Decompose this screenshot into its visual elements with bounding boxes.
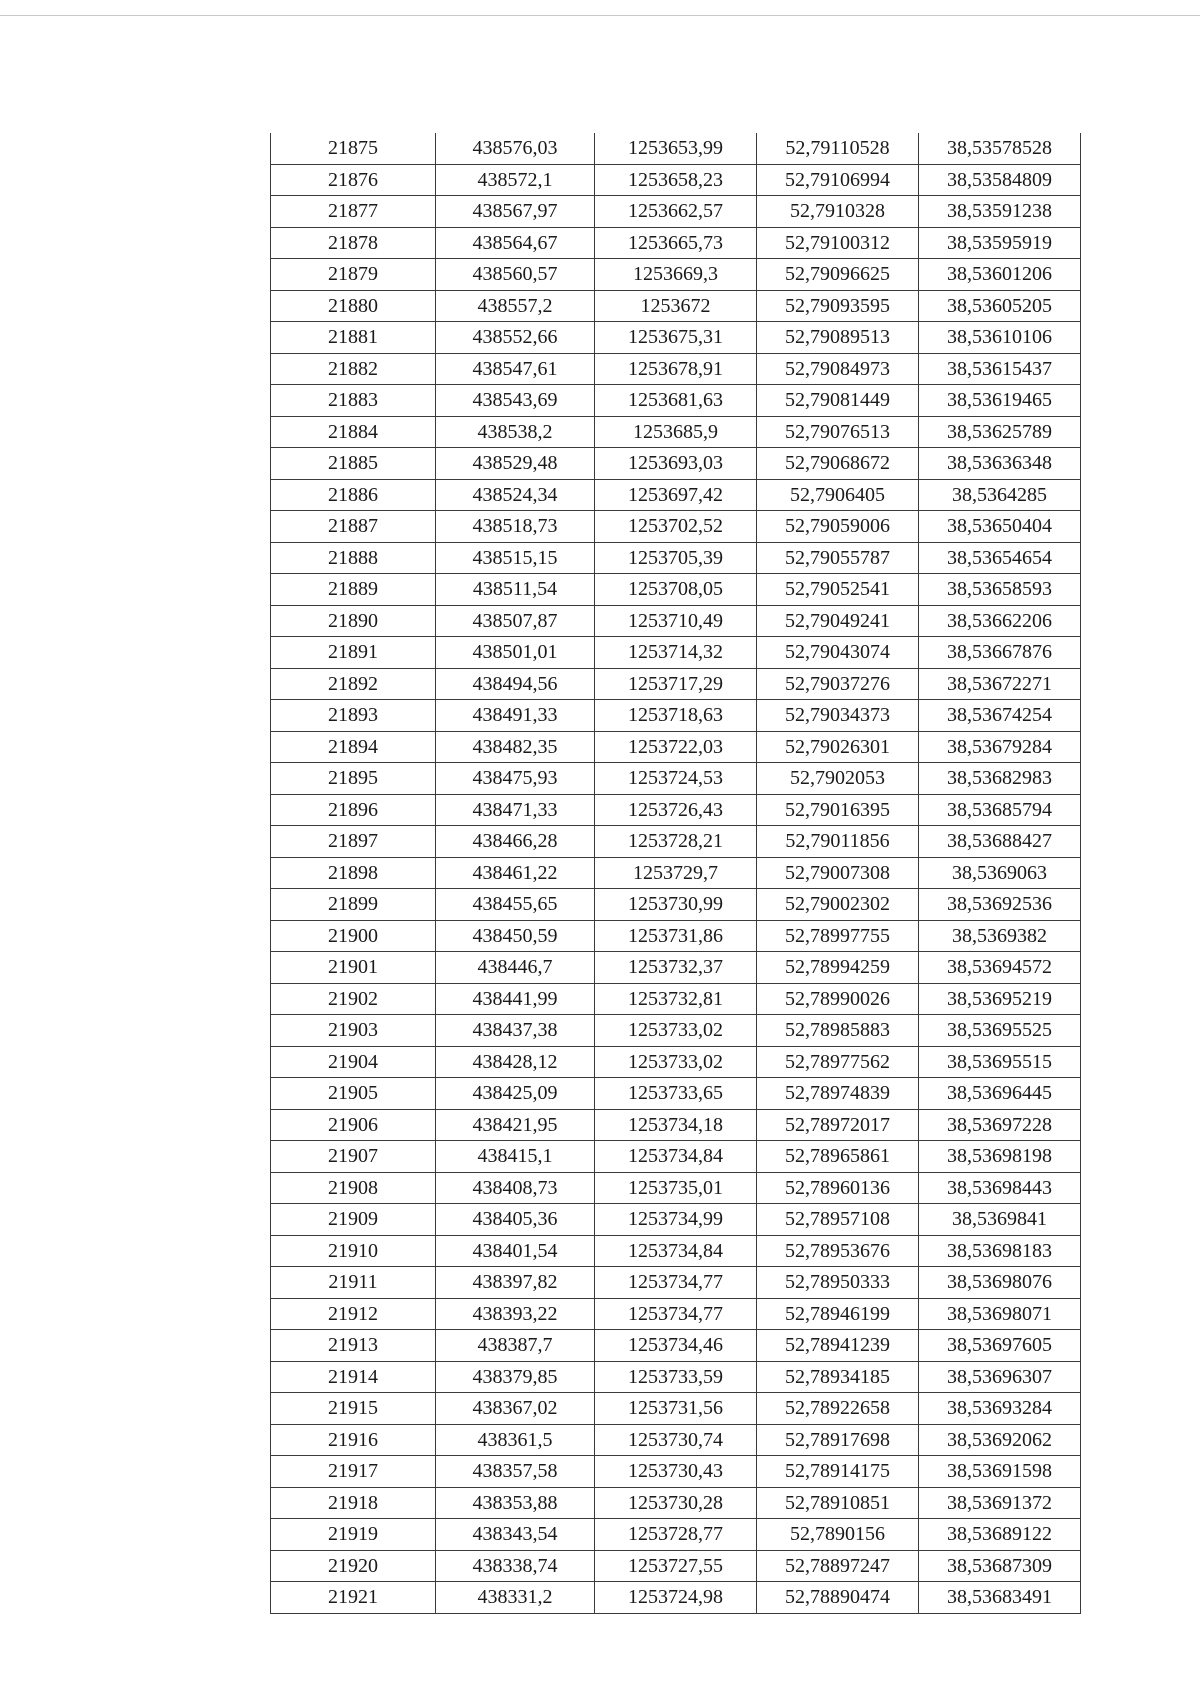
y-coordinate-cell: 1253728,77 xyxy=(595,1519,757,1551)
x-coordinate-cell: 438361,5 xyxy=(436,1424,595,1456)
table-row xyxy=(271,322,1081,354)
point-number-cell: 21886 xyxy=(271,479,436,511)
latitude-cell: 52,78922658 xyxy=(757,1393,919,1425)
x-coordinate-cell: 438367,02 xyxy=(436,1393,595,1425)
x-coordinate-cell: 438557,2 xyxy=(436,290,595,322)
table-row xyxy=(271,1361,1081,1393)
y-coordinate-cell: 1253724,98 xyxy=(595,1582,757,1614)
table-row xyxy=(271,1109,1081,1141)
point-number-cell: 21897 xyxy=(271,826,436,858)
latitude-cell: 52,79089513 xyxy=(757,322,919,354)
x-coordinate-cell: 438455,65 xyxy=(436,889,595,921)
table-row xyxy=(271,385,1081,417)
y-coordinate-cell: 1253734,84 xyxy=(595,1141,757,1173)
x-coordinate-cell: 438543,69 xyxy=(436,385,595,417)
table-row xyxy=(271,196,1081,228)
latitude-cell: 52,79084973 xyxy=(757,353,919,385)
y-coordinate-cell: 1253722,03 xyxy=(595,731,757,763)
latitude-cell: 52,78946199 xyxy=(757,1298,919,1330)
x-coordinate-cell: 438482,35 xyxy=(436,731,595,763)
longitude-cell: 38,53636348 xyxy=(919,448,1081,480)
x-coordinate-cell: 438401,54 xyxy=(436,1235,595,1267)
y-coordinate-cell: 1253731,86 xyxy=(595,920,757,952)
table-row xyxy=(271,889,1081,921)
table-row xyxy=(271,542,1081,574)
longitude-cell: 38,53584809 xyxy=(919,164,1081,196)
longitude-cell: 38,53672271 xyxy=(919,668,1081,700)
y-coordinate-cell: 1253681,63 xyxy=(595,385,757,417)
y-coordinate-cell: 1253678,91 xyxy=(595,353,757,385)
point-number-cell: 21895 xyxy=(271,763,436,795)
latitude-cell: 52,78985883 xyxy=(757,1015,919,1047)
latitude-cell: 52,78941239 xyxy=(757,1330,919,1362)
point-number-cell: 21913 xyxy=(271,1330,436,1362)
table-row xyxy=(271,1046,1081,1078)
x-coordinate-cell: 438576,03 xyxy=(436,133,595,164)
y-coordinate-cell: 1253702,52 xyxy=(595,511,757,543)
point-number-cell: 21891 xyxy=(271,637,436,669)
x-coordinate-cell: 438564,67 xyxy=(436,227,595,259)
longitude-cell: 38,53658593 xyxy=(919,574,1081,606)
point-number-cell: 21908 xyxy=(271,1172,436,1204)
latitude-cell: 52,79093595 xyxy=(757,290,919,322)
table-row xyxy=(271,1204,1081,1236)
table-row xyxy=(271,1393,1081,1425)
y-coordinate-cell: 1253658,23 xyxy=(595,164,757,196)
x-coordinate-cell: 438491,33 xyxy=(436,700,595,732)
point-number-cell: 21914 xyxy=(271,1361,436,1393)
y-coordinate-cell: 1253732,37 xyxy=(595,952,757,984)
table-row xyxy=(271,700,1081,732)
latitude-cell: 52,7910328 xyxy=(757,196,919,228)
point-number-cell: 21907 xyxy=(271,1141,436,1173)
latitude-cell: 52,79037276 xyxy=(757,668,919,700)
latitude-cell: 52,78990026 xyxy=(757,983,919,1015)
x-coordinate-cell: 438494,56 xyxy=(436,668,595,700)
longitude-cell: 38,53601206 xyxy=(919,259,1081,291)
point-number-cell: 21881 xyxy=(271,322,436,354)
point-number-cell: 21905 xyxy=(271,1078,436,1110)
x-coordinate-cell: 438518,73 xyxy=(436,511,595,543)
point-number-cell: 21877 xyxy=(271,196,436,228)
x-coordinate-cell: 438379,85 xyxy=(436,1361,595,1393)
latitude-cell: 52,7902053 xyxy=(757,763,919,795)
latitude-cell: 52,78977562 xyxy=(757,1046,919,1078)
table-row xyxy=(271,1519,1081,1551)
point-number-cell: 21916 xyxy=(271,1424,436,1456)
point-number-cell: 21894 xyxy=(271,731,436,763)
latitude-cell: 52,78910851 xyxy=(757,1487,919,1519)
point-number-cell: 21889 xyxy=(271,574,436,606)
table-row xyxy=(271,637,1081,669)
x-coordinate-cell: 438529,48 xyxy=(436,448,595,480)
point-number-cell: 21902 xyxy=(271,983,436,1015)
y-coordinate-cell: 1253731,56 xyxy=(595,1393,757,1425)
y-coordinate-cell: 1253710,49 xyxy=(595,605,757,637)
y-coordinate-cell: 1253697,42 xyxy=(595,479,757,511)
latitude-cell: 52,78972017 xyxy=(757,1109,919,1141)
x-coordinate-cell: 438515,15 xyxy=(436,542,595,574)
longitude-cell: 38,5369382 xyxy=(919,920,1081,952)
longitude-cell: 38,53696445 xyxy=(919,1078,1081,1110)
x-coordinate-cell: 438343,54 xyxy=(436,1519,595,1551)
point-number-cell: 21911 xyxy=(271,1267,436,1299)
y-coordinate-cell: 1253734,77 xyxy=(595,1298,757,1330)
latitude-cell: 52,78994259 xyxy=(757,952,919,984)
y-coordinate-cell: 1253733,65 xyxy=(595,1078,757,1110)
point-number-cell: 21880 xyxy=(271,290,436,322)
x-coordinate-cell: 438437,38 xyxy=(436,1015,595,1047)
longitude-cell: 38,53697228 xyxy=(919,1109,1081,1141)
longitude-cell: 38,53674254 xyxy=(919,700,1081,732)
x-coordinate-cell: 438466,28 xyxy=(436,826,595,858)
y-coordinate-cell: 1253734,46 xyxy=(595,1330,757,1362)
table-row xyxy=(271,1141,1081,1173)
y-coordinate-cell: 1253730,43 xyxy=(595,1456,757,1488)
x-coordinate-cell: 438572,1 xyxy=(436,164,595,196)
table-row xyxy=(271,1078,1081,1110)
point-number-cell: 21909 xyxy=(271,1204,436,1236)
y-coordinate-cell: 1253718,63 xyxy=(595,700,757,732)
y-coordinate-cell: 1253672 xyxy=(595,290,757,322)
y-coordinate-cell: 1253675,31 xyxy=(595,322,757,354)
latitude-cell: 52,78890474 xyxy=(757,1582,919,1614)
table-row xyxy=(271,1456,1081,1488)
y-coordinate-cell: 1253734,99 xyxy=(595,1204,757,1236)
point-number-cell: 21906 xyxy=(271,1109,436,1141)
point-number-cell: 21899 xyxy=(271,889,436,921)
y-coordinate-cell: 1253728,21 xyxy=(595,826,757,858)
coordinates-table xyxy=(270,133,1081,1614)
table-row xyxy=(271,353,1081,385)
y-coordinate-cell: 1253730,74 xyxy=(595,1424,757,1456)
table-row xyxy=(271,1487,1081,1519)
point-number-cell: 21888 xyxy=(271,542,436,574)
latitude-cell: 52,79026301 xyxy=(757,731,919,763)
latitude-cell: 52,79049241 xyxy=(757,605,919,637)
latitude-cell: 52,79110528 xyxy=(757,133,919,164)
y-coordinate-cell: 1253734,84 xyxy=(595,1235,757,1267)
latitude-cell: 52,79007308 xyxy=(757,857,919,889)
longitude-cell: 38,53691372 xyxy=(919,1487,1081,1519)
y-coordinate-cell: 1253717,29 xyxy=(595,668,757,700)
table-row xyxy=(271,448,1081,480)
latitude-cell: 52,7890156 xyxy=(757,1519,919,1551)
table-row xyxy=(271,1582,1081,1614)
table-row xyxy=(271,1172,1081,1204)
point-number-cell: 21878 xyxy=(271,227,436,259)
longitude-cell: 38,53591238 xyxy=(919,196,1081,228)
point-number-cell: 21912 xyxy=(271,1298,436,1330)
longitude-cell: 38,53691598 xyxy=(919,1456,1081,1488)
table-row xyxy=(271,1298,1081,1330)
point-number-cell: 21920 xyxy=(271,1550,436,1582)
table-row xyxy=(271,794,1081,826)
longitude-cell: 38,53662206 xyxy=(919,605,1081,637)
y-coordinate-cell: 1253665,73 xyxy=(595,227,757,259)
x-coordinate-cell: 438560,57 xyxy=(436,259,595,291)
point-number-cell: 21893 xyxy=(271,700,436,732)
x-coordinate-cell: 438338,74 xyxy=(436,1550,595,1582)
point-number-cell: 21876 xyxy=(271,164,436,196)
latitude-cell: 52,78957108 xyxy=(757,1204,919,1236)
longitude-cell: 38,53605205 xyxy=(919,290,1081,322)
y-coordinate-cell: 1253734,18 xyxy=(595,1109,757,1141)
table-row xyxy=(271,1235,1081,1267)
latitude-cell: 52,79081449 xyxy=(757,385,919,417)
x-coordinate-cell: 438397,82 xyxy=(436,1267,595,1299)
y-coordinate-cell: 1253729,7 xyxy=(595,857,757,889)
longitude-cell: 38,53688427 xyxy=(919,826,1081,858)
point-number-cell: 21887 xyxy=(271,511,436,543)
table-row xyxy=(271,1330,1081,1362)
x-coordinate-cell: 438461,22 xyxy=(436,857,595,889)
latitude-cell: 52,79034373 xyxy=(757,700,919,732)
table-row xyxy=(271,479,1081,511)
point-number-cell: 21875 xyxy=(271,133,436,164)
y-coordinate-cell: 1253662,57 xyxy=(595,196,757,228)
coordinates-table-body xyxy=(271,133,1081,1613)
y-coordinate-cell: 1253726,43 xyxy=(595,794,757,826)
longitude-cell: 38,53578528 xyxy=(919,133,1081,164)
latitude-cell: 52,79059006 xyxy=(757,511,919,543)
latitude-cell: 52,79068672 xyxy=(757,448,919,480)
table-row xyxy=(271,1550,1081,1582)
x-coordinate-cell: 438353,88 xyxy=(436,1487,595,1519)
point-number-cell: 21898 xyxy=(271,857,436,889)
x-coordinate-cell: 438415,1 xyxy=(436,1141,595,1173)
longitude-cell: 38,53696307 xyxy=(919,1361,1081,1393)
latitude-cell: 52,79100312 xyxy=(757,227,919,259)
table-row xyxy=(271,290,1081,322)
y-coordinate-cell: 1253733,02 xyxy=(595,1046,757,1078)
table-row xyxy=(271,574,1081,606)
table-row xyxy=(271,952,1081,984)
longitude-cell: 38,53698198 xyxy=(919,1141,1081,1173)
x-coordinate-cell: 438405,36 xyxy=(436,1204,595,1236)
x-coordinate-cell: 438331,2 xyxy=(436,1582,595,1614)
y-coordinate-cell: 1253653,99 xyxy=(595,133,757,164)
latitude-cell: 52,79055787 xyxy=(757,542,919,574)
longitude-cell: 38,53610106 xyxy=(919,322,1081,354)
latitude-cell: 52,78917698 xyxy=(757,1424,919,1456)
latitude-cell: 52,78965861 xyxy=(757,1141,919,1173)
table-row xyxy=(271,227,1081,259)
x-coordinate-cell: 438428,12 xyxy=(436,1046,595,1078)
latitude-cell: 52,78934185 xyxy=(757,1361,919,1393)
longitude-cell: 38,5369063 xyxy=(919,857,1081,889)
x-coordinate-cell: 438507,87 xyxy=(436,605,595,637)
longitude-cell: 38,53679284 xyxy=(919,731,1081,763)
longitude-cell: 38,53698076 xyxy=(919,1267,1081,1299)
point-number-cell: 21900 xyxy=(271,920,436,952)
point-number-cell: 21901 xyxy=(271,952,436,984)
point-number-cell: 21921 xyxy=(271,1582,436,1614)
x-coordinate-cell: 438387,7 xyxy=(436,1330,595,1362)
y-coordinate-cell: 1253730,28 xyxy=(595,1487,757,1519)
longitude-cell: 38,53625789 xyxy=(919,416,1081,448)
latitude-cell: 52,78974839 xyxy=(757,1078,919,1110)
x-coordinate-cell: 438393,22 xyxy=(436,1298,595,1330)
latitude-cell: 52,79016395 xyxy=(757,794,919,826)
x-coordinate-cell: 438446,7 xyxy=(436,952,595,984)
latitude-cell: 52,79011856 xyxy=(757,826,919,858)
longitude-cell: 38,5369841 xyxy=(919,1204,1081,1236)
y-coordinate-cell: 1253714,32 xyxy=(595,637,757,669)
longitude-cell: 38,53619465 xyxy=(919,385,1081,417)
longitude-cell: 38,53698071 xyxy=(919,1298,1081,1330)
latitude-cell: 52,78953676 xyxy=(757,1235,919,1267)
y-coordinate-cell: 1253724,53 xyxy=(595,763,757,795)
table-row xyxy=(271,133,1081,164)
x-coordinate-cell: 438357,58 xyxy=(436,1456,595,1488)
x-coordinate-cell: 438547,61 xyxy=(436,353,595,385)
y-coordinate-cell: 1253733,02 xyxy=(595,1015,757,1047)
latitude-cell: 52,78914175 xyxy=(757,1456,919,1488)
latitude-cell: 52,7906405 xyxy=(757,479,919,511)
latitude-cell: 52,79106994 xyxy=(757,164,919,196)
point-number-cell: 21904 xyxy=(271,1046,436,1078)
y-coordinate-cell: 1253708,05 xyxy=(595,574,757,606)
x-coordinate-cell: 438475,93 xyxy=(436,763,595,795)
point-number-cell: 21892 xyxy=(271,668,436,700)
longitude-cell: 38,53698443 xyxy=(919,1172,1081,1204)
point-number-cell: 21903 xyxy=(271,1015,436,1047)
longitude-cell: 38,53595919 xyxy=(919,227,1081,259)
x-coordinate-cell: 438425,09 xyxy=(436,1078,595,1110)
table-row xyxy=(271,605,1081,637)
point-number-cell: 21918 xyxy=(271,1487,436,1519)
x-coordinate-cell: 438471,33 xyxy=(436,794,595,826)
y-coordinate-cell: 1253685,9 xyxy=(595,416,757,448)
longitude-cell: 38,53687309 xyxy=(919,1550,1081,1582)
x-coordinate-cell: 438421,95 xyxy=(436,1109,595,1141)
y-coordinate-cell: 1253734,77 xyxy=(595,1267,757,1299)
longitude-cell: 38,53695525 xyxy=(919,1015,1081,1047)
x-coordinate-cell: 438441,99 xyxy=(436,983,595,1015)
longitude-cell: 38,53698183 xyxy=(919,1235,1081,1267)
x-coordinate-cell: 438567,97 xyxy=(436,196,595,228)
latitude-cell: 52,79052541 xyxy=(757,574,919,606)
x-coordinate-cell: 438501,01 xyxy=(436,637,595,669)
x-coordinate-cell: 438538,2 xyxy=(436,416,595,448)
latitude-cell: 52,79043074 xyxy=(757,637,919,669)
latitude-cell: 52,78897247 xyxy=(757,1550,919,1582)
latitude-cell: 52,79096625 xyxy=(757,259,919,291)
point-number-cell: 21883 xyxy=(271,385,436,417)
point-number-cell: 21879 xyxy=(271,259,436,291)
longitude-cell: 38,53682983 xyxy=(919,763,1081,795)
longitude-cell: 38,53695219 xyxy=(919,983,1081,1015)
point-number-cell: 21890 xyxy=(271,605,436,637)
longitude-cell: 38,53615437 xyxy=(919,353,1081,385)
y-coordinate-cell: 1253733,59 xyxy=(595,1361,757,1393)
y-coordinate-cell: 1253705,39 xyxy=(595,542,757,574)
longitude-cell: 38,53654654 xyxy=(919,542,1081,574)
table-row xyxy=(271,983,1081,1015)
longitude-cell: 38,53695515 xyxy=(919,1046,1081,1078)
longitude-cell: 38,53697605 xyxy=(919,1330,1081,1362)
longitude-cell: 38,53689122 xyxy=(919,1519,1081,1551)
point-number-cell: 21882 xyxy=(271,353,436,385)
longitude-cell: 38,53694572 xyxy=(919,952,1081,984)
table-row xyxy=(271,164,1081,196)
point-number-cell: 21884 xyxy=(271,416,436,448)
y-coordinate-cell: 1253730,99 xyxy=(595,889,757,921)
longitude-cell: 38,5364285 xyxy=(919,479,1081,511)
y-coordinate-cell: 1253693,03 xyxy=(595,448,757,480)
y-coordinate-cell: 1253732,81 xyxy=(595,983,757,1015)
y-coordinate-cell: 1253669,3 xyxy=(595,259,757,291)
longitude-cell: 38,53692062 xyxy=(919,1424,1081,1456)
point-number-cell: 21885 xyxy=(271,448,436,480)
latitude-cell: 52,78960136 xyxy=(757,1172,919,1204)
point-number-cell: 21896 xyxy=(271,794,436,826)
x-coordinate-cell: 438408,73 xyxy=(436,1172,595,1204)
longitude-cell: 38,53667876 xyxy=(919,637,1081,669)
x-coordinate-cell: 438524,34 xyxy=(436,479,595,511)
x-coordinate-cell: 438450,59 xyxy=(436,920,595,952)
latitude-cell: 52,79076513 xyxy=(757,416,919,448)
table-row xyxy=(271,259,1081,291)
table-row xyxy=(271,1424,1081,1456)
table-row xyxy=(271,857,1081,889)
point-number-cell: 21919 xyxy=(271,1519,436,1551)
table-row xyxy=(271,731,1081,763)
point-number-cell: 21910 xyxy=(271,1235,436,1267)
table-row xyxy=(271,763,1081,795)
table-row xyxy=(271,826,1081,858)
table-row xyxy=(271,668,1081,700)
latitude-cell: 52,78950333 xyxy=(757,1267,919,1299)
table-row xyxy=(271,511,1081,543)
longitude-cell: 38,53650404 xyxy=(919,511,1081,543)
x-coordinate-cell: 438552,66 xyxy=(436,322,595,354)
point-number-cell: 21915 xyxy=(271,1393,436,1425)
latitude-cell: 52,79002302 xyxy=(757,889,919,921)
longitude-cell: 38,53693284 xyxy=(919,1393,1081,1425)
table-row xyxy=(271,1015,1081,1047)
y-coordinate-cell: 1253727,55 xyxy=(595,1550,757,1582)
latitude-cell: 52,78997755 xyxy=(757,920,919,952)
x-coordinate-cell: 438511,54 xyxy=(436,574,595,606)
longitude-cell: 38,53683491 xyxy=(919,1582,1081,1614)
y-coordinate-cell: 1253735,01 xyxy=(595,1172,757,1204)
point-number-cell: 21917 xyxy=(271,1456,436,1488)
table-row xyxy=(271,920,1081,952)
longitude-cell: 38,53692536 xyxy=(919,889,1081,921)
table-row xyxy=(271,1267,1081,1299)
longitude-cell: 38,53685794 xyxy=(919,794,1081,826)
scan-edge-line xyxy=(0,15,1200,16)
table-row xyxy=(271,416,1081,448)
